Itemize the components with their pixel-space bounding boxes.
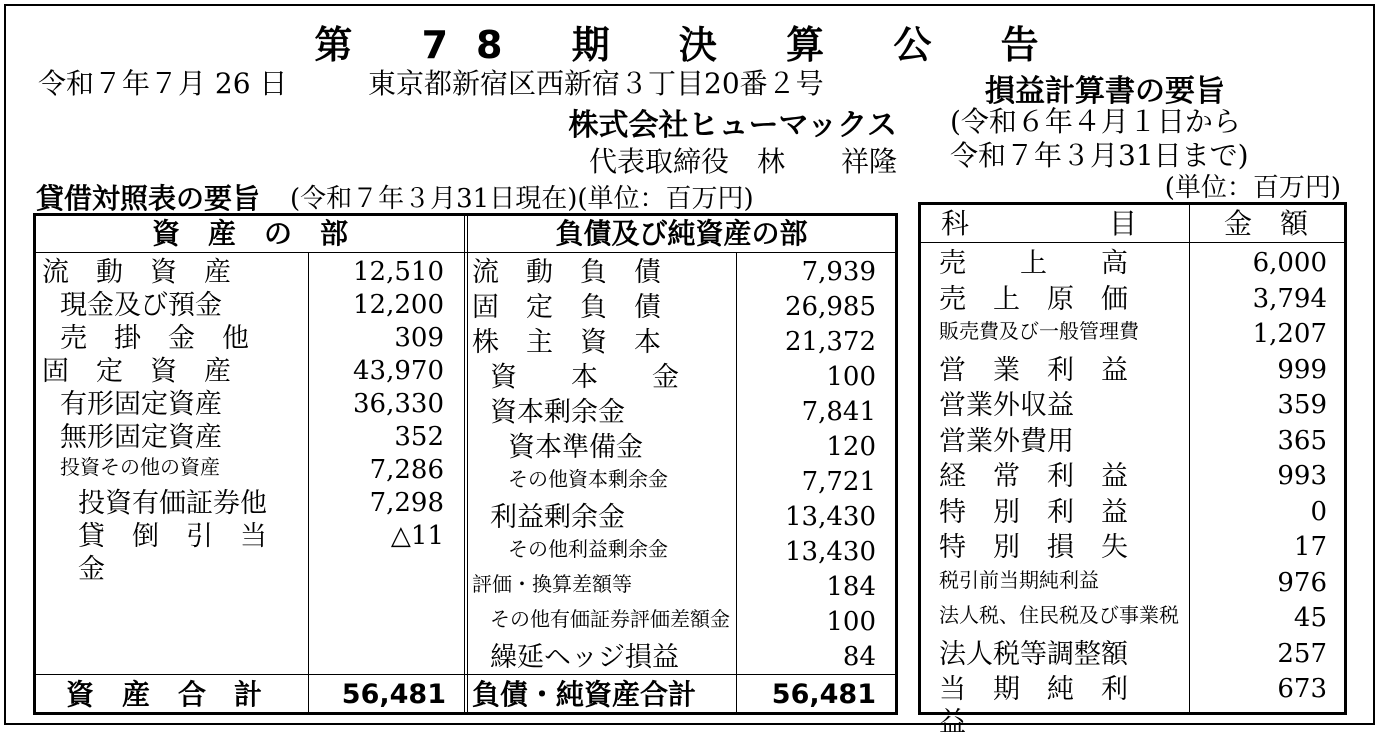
asset-row-label: 売 掛 金 他 bbox=[60, 323, 249, 354]
asset-row-value: 352 bbox=[394, 422, 444, 452]
liability-row-value: 13,430 bbox=[785, 537, 876, 567]
income-row-value: 3,794 bbox=[1252, 283, 1327, 314]
income-period-to: 令和７年３月31日まで) bbox=[950, 139, 1249, 172]
liabilities-total-value: 56,481 bbox=[771, 679, 876, 710]
liability-row-label: 利益剰余金 bbox=[490, 502, 625, 533]
liability-row-value: 100 bbox=[826, 362, 876, 392]
income-statement-heading: 損益計算書の要旨 bbox=[985, 74, 1225, 109]
liability-row-value: 21,372 bbox=[785, 327, 876, 357]
liabilities-total-label: 負債・純資産合計 bbox=[472, 678, 697, 711]
income-row-label: 法人税等調整額 bbox=[939, 638, 1128, 670]
income-row-label: 販売費及び一般管理費 bbox=[939, 319, 1139, 343]
asset-row-value: 12,510 bbox=[353, 257, 444, 287]
liability-row-value: 7,721 bbox=[801, 467, 876, 497]
assets-header: 資 産 の 部 bbox=[151, 217, 348, 250]
assets-total-value: 56,481 bbox=[341, 679, 446, 710]
liability-row-value: 84 bbox=[842, 642, 876, 672]
asset-row-label: 有形固定資産 bbox=[60, 389, 222, 420]
liability-row-label: その他資本剰余金 bbox=[508, 467, 668, 491]
center-divider bbox=[464, 216, 468, 712]
income-row-value: 365 bbox=[1277, 425, 1327, 456]
asset-row-label: 固 定 資 産 bbox=[42, 356, 231, 387]
asset-row-value: 36,330 bbox=[353, 389, 444, 419]
asset-row-value: 7,298 bbox=[369, 488, 444, 518]
income-row-label: 売 上 原 価 bbox=[939, 283, 1128, 315]
liability-row-value: 100 bbox=[826, 607, 876, 637]
liability-row-value: 26,985 bbox=[785, 292, 876, 322]
liability-row-value: 13,430 bbox=[785, 502, 876, 532]
asset-row-label: 無形固定資産 bbox=[60, 422, 222, 453]
liability-row-label: 資本剰余金 bbox=[490, 397, 625, 428]
balance-sheet-table bbox=[33, 213, 898, 715]
asset-row-label: 貸 倒 引 当 金 bbox=[78, 521, 294, 585]
income-row-label: 営業外費用 bbox=[939, 425, 1074, 457]
liability-row-label: 評価・換算差額等 bbox=[472, 572, 632, 596]
notice-title: 第 78 期 決 算 公 告 bbox=[314, 23, 1067, 67]
company-name: 株式会社ヒューマックス bbox=[568, 108, 897, 143]
income-period-from: (令和６年４月１日から bbox=[950, 105, 1241, 138]
assets-col-divider bbox=[308, 252, 309, 712]
liability-row-value: 7,939 bbox=[801, 257, 876, 287]
is-col-divider bbox=[1189, 205, 1190, 712]
asset-row-label: 現金及び預金 bbox=[60, 290, 222, 321]
income-row-value: 359 bbox=[1277, 390, 1327, 420]
liab-col-divider bbox=[736, 252, 737, 712]
liability-row-label: 固 定 負 債 bbox=[472, 292, 661, 323]
income-row-value: 45 bbox=[1293, 603, 1327, 633]
liability-row-label: 資 本 金 bbox=[490, 362, 679, 393]
income-row-label: 法人税、住民税及び事業税 bbox=[939, 603, 1179, 627]
income-row-value: 6,000 bbox=[1252, 248, 1327, 278]
asset-row-value: △11 bbox=[390, 521, 444, 551]
income-row-value: 0 bbox=[1310, 496, 1327, 527]
income-row-value: 17 bbox=[1293, 532, 1327, 562]
income-row-label: 税引前当期純利益 bbox=[939, 567, 1099, 592]
liability-row-label: その他利益剰余金 bbox=[508, 537, 668, 561]
liability-row-value: 184 bbox=[826, 572, 876, 602]
liability-row-label: 繰延ヘッジ損益 bbox=[490, 642, 679, 673]
liability-row-label: 流 動 負 債 bbox=[472, 257, 661, 288]
representative: 代表取締役 林 祥隆 bbox=[588, 145, 897, 178]
asset-row-value: 12,200 bbox=[353, 290, 444, 320]
asset-row-label: 流 動 資 産 bbox=[42, 257, 231, 288]
assets-total-label: 資 産 合 計 bbox=[66, 678, 263, 711]
income-unit: (単位：百万円) bbox=[1164, 173, 1341, 203]
asset-row-label: 投資有価証券他 bbox=[78, 488, 267, 519]
liabilities-header: 負債及び純資産の部 bbox=[555, 217, 808, 250]
liability-row-label: 資本準備金 bbox=[508, 432, 643, 463]
income-row-value: 673 bbox=[1277, 674, 1327, 704]
balance-sheet-note: (令和７年３月31日現在)(単位：百万円) bbox=[290, 184, 754, 214]
income-row-label: 営 業 利 益 bbox=[939, 354, 1128, 386]
income-statement-table bbox=[918, 202, 1347, 738]
col-amount-header: 金 額 bbox=[1223, 207, 1308, 240]
income-row-label: 特 別 利 益 bbox=[939, 496, 1128, 528]
asset-row-value: 7,286 bbox=[369, 455, 444, 485]
balance-sheet-heading: 貸借対照表の要旨 bbox=[36, 182, 261, 215]
income-row-label: 当 期 純 利 益 bbox=[939, 674, 1155, 738]
asset-row-value: 309 bbox=[394, 323, 444, 353]
asset-row-value: 43,970 bbox=[353, 356, 444, 386]
liability-row-label: 株 主 資 本 bbox=[472, 327, 661, 358]
is-header-divider bbox=[921, 242, 1344, 243]
liability-row-value: 7,841 bbox=[801, 397, 876, 427]
income-row-label: 経 常 利 益 bbox=[939, 461, 1128, 492]
income-row-value: 993 bbox=[1277, 461, 1327, 491]
income-row-value: 1,207 bbox=[1252, 319, 1327, 349]
income-row-value: 257 bbox=[1277, 638, 1327, 669]
col-item-header: 科 目 bbox=[941, 207, 1138, 240]
liability-row-label: その他有価証券評価差額金 bbox=[490, 607, 730, 631]
income-row-label: 特 別 損 失 bbox=[939, 532, 1128, 563]
income-row-value: 976 bbox=[1277, 567, 1327, 598]
income-row-label: 売 上 高 bbox=[939, 248, 1128, 279]
company-address: 東京都新宿区西新宿３丁目20番２号 bbox=[368, 67, 824, 100]
liability-row-value: 120 bbox=[826, 432, 876, 462]
income-row-label: 営業外収益 bbox=[939, 390, 1074, 421]
income-row-value: 999 bbox=[1277, 354, 1327, 385]
asset-row-label: 投資その他の資産 bbox=[60, 455, 220, 479]
notice-date: 令和７年７月 26 日 bbox=[38, 67, 288, 100]
